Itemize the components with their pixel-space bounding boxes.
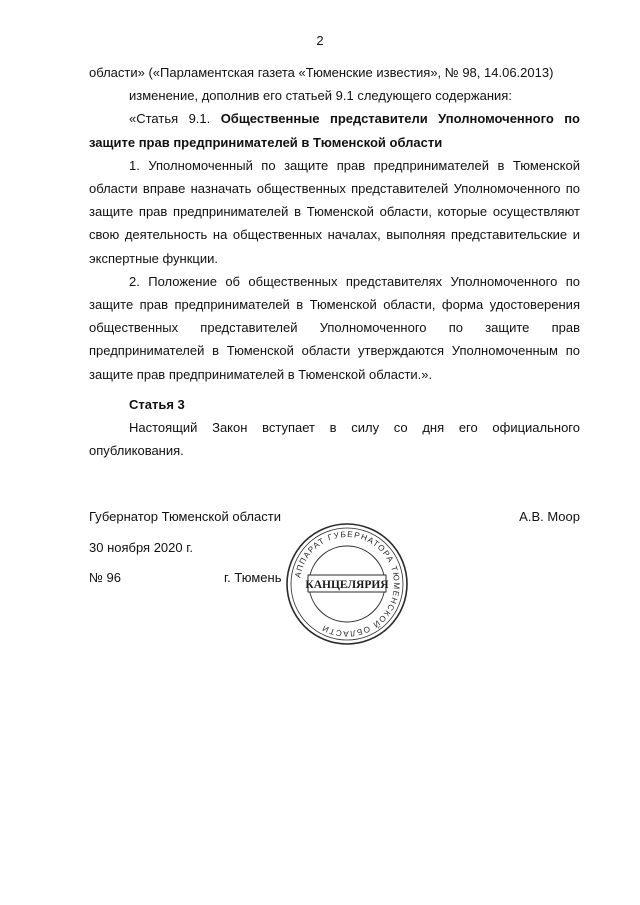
article-paragraph: 1. Уполномоченный по защите прав предпринимателей в Тюменской области вправе назначать общественных представителей Уполномоченного по защите прав предпринимателей в Тюменской области, которые осуществляют свою деятельность на общественных началах, выполняя представительские и экспертные функции. <box>89 157 580 266</box>
intro-line: области» («Парламентская газета «Тюменские известия», № 98, 14.06.2013) <box>89 65 554 80</box>
stamp-center-text: КАНЦЕЛЯРИЯ <box>305 579 389 591</box>
article-3-heading: Статья 3 <box>129 397 185 412</box>
page-number: 2 <box>316 33 324 48</box>
article-9-1-heading <box>89 107 580 153</box>
article-paragraph: 2. Положение об общественных представителях Уполномоченного по защите прав предпринимателей в Тюменской области, форма удостоверения общественных представителей Уполномоченного по защите прав предпринимателей в Тюменской области утверждаются Уполномоченным по защите прав предпринимателей в Тюменской области.». <box>89 273 580 382</box>
intro-line: изменение, дополнив его статьей 9.1 следующего содержания: <box>129 88 512 104</box>
signature-name: А.В. Моор <box>519 509 580 524</box>
article-9-1-title: Общественные представители Уполномоченного по защите прав предпринимателей в Тюменской области <box>89 111 580 150</box>
signature-date: 30 ноября 2020 г. <box>89 540 193 555</box>
article-9-1-label: «Статья 9.1. <box>129 111 211 127</box>
stamp-ring-text: АППАРАТ ГУБЕРНАТОРА ТЮМЕНСКОЙ ОБЛАСТИ <box>293 529 402 639</box>
signature-position: Губернатор Тюменской области <box>89 509 281 524</box>
signature-number: № 96 <box>89 570 122 585</box>
article-3-text: Настоящий Закон вступает в силу со дня его официального опубликования. <box>89 420 580 459</box>
document-body <box>89 61 580 386</box>
signature-city: г. Тюмень <box>224 570 282 585</box>
office-stamp <box>284 521 410 647</box>
article-3-section <box>89 393 580 463</box>
